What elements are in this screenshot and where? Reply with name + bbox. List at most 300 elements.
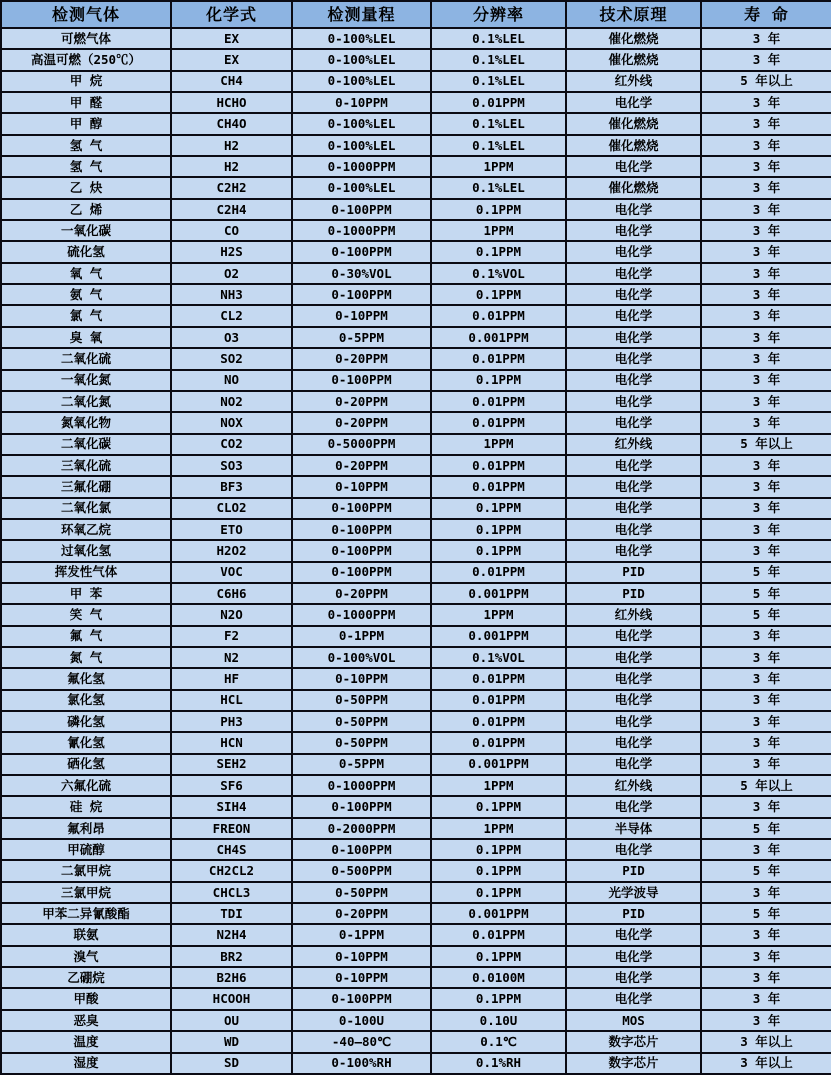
header-resolution: 分辨率 — [431, 1, 566, 28]
cell-gas: 氟化氢 — [1, 668, 171, 689]
cell-life: 3 年 — [701, 391, 831, 412]
cell-life: 3 年 — [701, 28, 831, 49]
cell-gas: 氟利昂 — [1, 818, 171, 839]
cell-gas: 氯 气 — [1, 305, 171, 326]
cell-formula: HCOOH — [171, 988, 292, 1009]
cell-life: 3 年 — [701, 412, 831, 433]
cell-life: 5 年以上 — [701, 71, 831, 92]
cell-resolution: 0.1%LEL — [431, 49, 566, 70]
cell-formula: CO — [171, 220, 292, 241]
cell-principle: 电化学 — [566, 690, 701, 711]
table-row — [1, 1010, 831, 1031]
cell-range: 0-100%VOL — [292, 647, 431, 668]
cell-life: 3 年 — [701, 839, 831, 860]
cell-range: 0-100%LEL — [292, 113, 431, 134]
cell-life: 3 年 — [701, 327, 831, 348]
cell-life: 3 年 — [701, 455, 831, 476]
cell-formula: HCL — [171, 690, 292, 711]
cell-range: 0-100PPM — [292, 498, 431, 519]
cell-formula: SD — [171, 1053, 292, 1075]
table-row — [1, 562, 831, 583]
cell-formula: CL2 — [171, 305, 292, 326]
table-row — [1, 668, 831, 689]
cell-gas: 二氧化硫 — [1, 348, 171, 369]
cell-resolution: 0.01PPM — [431, 668, 566, 689]
table-row — [1, 818, 831, 839]
cell-resolution: 1PPM — [431, 156, 566, 177]
cell-life: 3 年 — [701, 754, 831, 775]
table-row — [1, 49, 831, 70]
cell-principle: 电化学 — [566, 284, 701, 305]
cell-principle: PID — [566, 562, 701, 583]
cell-range: 0-50PPM — [292, 690, 431, 711]
table-row — [1, 199, 831, 220]
cell-life: 5 年 — [701, 860, 831, 881]
cell-range: 0-50PPM — [292, 882, 431, 903]
cell-principle: 电化学 — [566, 796, 701, 817]
cell-formula: OU — [171, 1010, 292, 1031]
cell-life: 3 年 — [701, 263, 831, 284]
cell-life: 3 年 — [701, 732, 831, 753]
cell-resolution: 0.1PPM — [431, 199, 566, 220]
table-row — [1, 732, 831, 753]
cell-range: 0-20PPM — [292, 348, 431, 369]
cell-life: 3 年 — [701, 49, 831, 70]
cell-range: 0-100PPM — [292, 199, 431, 220]
cell-formula: SIH4 — [171, 796, 292, 817]
cell-formula: NH3 — [171, 284, 292, 305]
cell-principle: 催化燃烧 — [566, 177, 701, 198]
cell-gas: 二氧化碳 — [1, 434, 171, 455]
cell-resolution: 0.1%LEL — [431, 71, 566, 92]
cell-resolution: 0.1PPM — [431, 540, 566, 561]
cell-range: 0-100PPM — [292, 839, 431, 860]
cell-resolution: 0.1%LEL — [431, 28, 566, 49]
cell-life: 3 年 — [701, 177, 831, 198]
cell-life: 3 年 — [701, 946, 831, 967]
table-row — [1, 434, 831, 455]
cell-life: 3 年 — [701, 668, 831, 689]
cell-life: 3 年 — [701, 241, 831, 262]
cell-life: 3 年 — [701, 647, 831, 668]
cell-principle: 电化学 — [566, 476, 701, 497]
cell-resolution: 0.1%LEL — [431, 177, 566, 198]
cell-resolution: 0.1PPM — [431, 882, 566, 903]
cell-principle: 光学波导 — [566, 882, 701, 903]
cell-resolution: 1PPM — [431, 604, 566, 625]
cell-range: 0-5PPM — [292, 327, 431, 348]
cell-formula: CH4S — [171, 839, 292, 860]
cell-resolution: 1PPM — [431, 220, 566, 241]
cell-principle: 红外线 — [566, 71, 701, 92]
cell-principle: 催化燃烧 — [566, 28, 701, 49]
cell-life: 3 年 — [701, 92, 831, 113]
cell-range: 0-50PPM — [292, 732, 431, 753]
cell-resolution: 0.1PPM — [431, 241, 566, 262]
cell-life: 5 年 — [701, 818, 831, 839]
cell-principle: 催化燃烧 — [566, 49, 701, 70]
header-lifespan: 寿 命 — [701, 1, 831, 28]
cell-principle: 电化学 — [566, 924, 701, 945]
header-range: 检测量程 — [292, 1, 431, 28]
cell-principle: 电化学 — [566, 540, 701, 561]
cell-principle: 电化学 — [566, 498, 701, 519]
cell-resolution: 1PPM — [431, 775, 566, 796]
table-row — [1, 754, 831, 775]
cell-life: 3 年 — [701, 305, 831, 326]
cell-gas: 高温可燃（250℃） — [1, 49, 171, 70]
cell-principle: 电化学 — [566, 370, 701, 391]
cell-gas: 硒化氢 — [1, 754, 171, 775]
cell-gas: 氰化氢 — [1, 732, 171, 753]
cell-range: 0-100%RH — [292, 1053, 431, 1075]
cell-resolution: 0.1%VOL — [431, 647, 566, 668]
cell-resolution: 0.01PPM — [431, 732, 566, 753]
table-row — [1, 1053, 831, 1075]
cell-resolution: 0.01PPM — [431, 305, 566, 326]
cell-principle: 电化学 — [566, 305, 701, 326]
cell-formula: SO3 — [171, 455, 292, 476]
cell-formula: O3 — [171, 327, 292, 348]
cell-life: 3 年 — [701, 199, 831, 220]
table-row — [1, 647, 831, 668]
cell-gas: 氮 气 — [1, 647, 171, 668]
cell-range: -40—80℃ — [292, 1031, 431, 1052]
table-row — [1, 177, 831, 198]
cell-formula: NOX — [171, 412, 292, 433]
cell-gas: 氮氧化物 — [1, 412, 171, 433]
cell-formula: EX — [171, 28, 292, 49]
cell-gas: 氯化氢 — [1, 690, 171, 711]
table-row — [1, 1031, 831, 1052]
table-row — [1, 391, 831, 412]
cell-range: 0-100PPM — [292, 540, 431, 561]
cell-formula: C2H4 — [171, 199, 292, 220]
header-formula: 化学式 — [171, 1, 292, 28]
table-row — [1, 860, 831, 881]
cell-gas: 乙 炔 — [1, 177, 171, 198]
cell-formula: VOC — [171, 562, 292, 583]
cell-formula: C6H6 — [171, 583, 292, 604]
cell-principle: 电化学 — [566, 241, 701, 262]
table-row — [1, 305, 831, 326]
cell-range: 0-100%LEL — [292, 49, 431, 70]
cell-formula: H2 — [171, 135, 292, 156]
table-row — [1, 796, 831, 817]
cell-principle: 电化学 — [566, 391, 701, 412]
cell-range: 0-20PPM — [292, 412, 431, 433]
cell-resolution: 0.01PPM — [431, 455, 566, 476]
cell-resolution: 0.001PPM — [431, 327, 566, 348]
cell-formula: B2H6 — [171, 967, 292, 988]
cell-range: 0-1000PPM — [292, 220, 431, 241]
cell-principle: 电化学 — [566, 348, 701, 369]
cell-principle: 电化学 — [566, 668, 701, 689]
cell-gas: 环氧乙烷 — [1, 519, 171, 540]
table-row — [1, 135, 831, 156]
cell-gas: 联氨 — [1, 924, 171, 945]
cell-principle: 电化学 — [566, 199, 701, 220]
cell-resolution: 0.1PPM — [431, 284, 566, 305]
cell-resolution: 0.1PPM — [431, 946, 566, 967]
table-row — [1, 839, 831, 860]
cell-life: 3 年 — [701, 519, 831, 540]
cell-range: 0-30%VOL — [292, 263, 431, 284]
table-row — [1, 263, 831, 284]
table-row — [1, 604, 831, 625]
cell-resolution: 0.01PPM — [431, 348, 566, 369]
cell-range: 0-10PPM — [292, 946, 431, 967]
cell-resolution: 0.0100M — [431, 967, 566, 988]
cell-formula: ETO — [171, 519, 292, 540]
cell-resolution: 0.01PPM — [431, 412, 566, 433]
cell-resolution: 0.01PPM — [431, 690, 566, 711]
cell-formula: SF6 — [171, 775, 292, 796]
cell-life: 3 年 — [701, 220, 831, 241]
cell-principle: 电化学 — [566, 156, 701, 177]
cell-range: 0-10PPM — [292, 668, 431, 689]
cell-life: 3 年 — [701, 796, 831, 817]
cell-range: 0-100%LEL — [292, 71, 431, 92]
cell-formula: CH2CL2 — [171, 860, 292, 881]
cell-resolution: 0.1%VOL — [431, 263, 566, 284]
cell-formula: HCHO — [171, 92, 292, 113]
cell-resolution: 0.1%LEL — [431, 135, 566, 156]
cell-formula: HCN — [171, 732, 292, 753]
cell-life: 5 年以上 — [701, 775, 831, 796]
cell-range: 0-100%LEL — [292, 135, 431, 156]
cell-gas: 甲 苯 — [1, 583, 171, 604]
cell-gas: 乙硼烷 — [1, 967, 171, 988]
cell-resolution: 0.1PPM — [431, 519, 566, 540]
cell-gas: 甲硫醇 — [1, 839, 171, 860]
cell-gas: 二氧化氯 — [1, 498, 171, 519]
cell-gas: 湿度 — [1, 1053, 171, 1075]
cell-gas: 可燃气体 — [1, 28, 171, 49]
table-row — [1, 924, 831, 945]
cell-gas: 温度 — [1, 1031, 171, 1052]
cell-principle: 电化学 — [566, 263, 701, 284]
cell-range: 0-20PPM — [292, 903, 431, 924]
cell-gas: 三氯甲烷 — [1, 882, 171, 903]
cell-formula: CH4 — [171, 71, 292, 92]
cell-gas: 一氧化碳 — [1, 220, 171, 241]
cell-life: 3 年 — [701, 882, 831, 903]
cell-resolution: 0.001PPM — [431, 583, 566, 604]
cell-life: 3 年 — [701, 1010, 831, 1031]
cell-life: 3 年 — [701, 370, 831, 391]
cell-formula: BF3 — [171, 476, 292, 497]
table-row — [1, 28, 831, 49]
cell-formula: CO2 — [171, 434, 292, 455]
cell-principle: 电化学 — [566, 711, 701, 732]
header-gas: 检测气体 — [1, 1, 171, 28]
cell-resolution: 0.1PPM — [431, 370, 566, 391]
cell-range: 0-500PPM — [292, 860, 431, 881]
cell-gas: 一氧化氮 — [1, 370, 171, 391]
table-row — [1, 92, 831, 113]
cell-gas: 磷化氢 — [1, 711, 171, 732]
cell-gas: 甲酸 — [1, 988, 171, 1009]
cell-life: 3 年 — [701, 690, 831, 711]
table-row — [1, 327, 831, 348]
table-row — [1, 498, 831, 519]
cell-life: 3 年 — [701, 924, 831, 945]
cell-range: 0-10PPM — [292, 305, 431, 326]
cell-life: 3 年 — [701, 156, 831, 177]
cell-formula: BR2 — [171, 946, 292, 967]
cell-range: 0-50PPM — [292, 711, 431, 732]
cell-life: 3 年 — [701, 135, 831, 156]
cell-gas: 氢 气 — [1, 156, 171, 177]
cell-gas: 溴气 — [1, 946, 171, 967]
cell-principle: 电化学 — [566, 754, 701, 775]
cell-formula: H2 — [171, 156, 292, 177]
cell-range: 0-1000PPM — [292, 775, 431, 796]
table-row — [1, 988, 831, 1009]
cell-range: 0-100PPM — [292, 562, 431, 583]
cell-resolution: 0.001PPM — [431, 754, 566, 775]
cell-formula: CHCL3 — [171, 882, 292, 903]
cell-principle: 电化学 — [566, 626, 701, 647]
table-row — [1, 241, 831, 262]
cell-range: 0-5000PPM — [292, 434, 431, 455]
cell-resolution: 0.1PPM — [431, 796, 566, 817]
cell-life: 3 年以上 — [701, 1031, 831, 1052]
cell-formula: SEH2 — [171, 754, 292, 775]
cell-principle: 电化学 — [566, 647, 701, 668]
cell-principle: 电化学 — [566, 327, 701, 348]
cell-resolution: 0.001PPM — [431, 626, 566, 647]
cell-formula: H2S — [171, 241, 292, 262]
cell-range: 0-100%LEL — [292, 177, 431, 198]
table-row — [1, 946, 831, 967]
cell-formula: C2H2 — [171, 177, 292, 198]
cell-life: 3 年 — [701, 711, 831, 732]
cell-principle: 数字芯片 — [566, 1031, 701, 1052]
cell-range: 0-10PPM — [292, 92, 431, 113]
cell-life: 3 年 — [701, 626, 831, 647]
cell-gas: 硫化氢 — [1, 241, 171, 262]
table-row — [1, 113, 831, 134]
cell-life: 5 年 — [701, 562, 831, 583]
table-row — [1, 156, 831, 177]
table-row — [1, 903, 831, 924]
cell-resolution: 0.1PPM — [431, 988, 566, 1009]
cell-life: 3 年以上 — [701, 1053, 831, 1075]
cell-range: 0-100U — [292, 1010, 431, 1031]
table-row — [1, 519, 831, 540]
cell-gas: 恶臭 — [1, 1010, 171, 1031]
cell-principle: 半导体 — [566, 818, 701, 839]
cell-gas: 笑 气 — [1, 604, 171, 625]
cell-principle: MOS — [566, 1010, 701, 1031]
cell-gas: 氨 气 — [1, 284, 171, 305]
cell-gas: 甲苯二异氰酸酯 — [1, 903, 171, 924]
cell-principle: 电化学 — [566, 839, 701, 860]
cell-formula: CLO2 — [171, 498, 292, 519]
header-principle: 技术原理 — [566, 1, 701, 28]
cell-formula: N2O — [171, 604, 292, 625]
cell-principle: 电化学 — [566, 455, 701, 476]
cell-range: 0-100PPM — [292, 796, 431, 817]
table-row — [1, 455, 831, 476]
cell-gas: 乙 烯 — [1, 199, 171, 220]
cell-gas: 硅 烷 — [1, 796, 171, 817]
cell-resolution: 1PPM — [431, 818, 566, 839]
cell-resolution: 0.01PPM — [431, 391, 566, 412]
cell-formula: F2 — [171, 626, 292, 647]
cell-life: 3 年 — [701, 540, 831, 561]
cell-principle: 电化学 — [566, 967, 701, 988]
cell-resolution: 0.1PPM — [431, 860, 566, 881]
cell-life: 5 年 — [701, 903, 831, 924]
cell-gas: 挥发性气体 — [1, 562, 171, 583]
cell-formula: N2H4 — [171, 924, 292, 945]
cell-range: 0-10PPM — [292, 476, 431, 497]
table-row — [1, 583, 831, 604]
cell-principle: 红外线 — [566, 434, 701, 455]
cell-range: 0-1PPM — [292, 626, 431, 647]
cell-gas: 二氯甲烷 — [1, 860, 171, 881]
cell-range: 0-1000PPM — [292, 604, 431, 625]
cell-formula: NO — [171, 370, 292, 391]
cell-resolution: 0.1PPM — [431, 498, 566, 519]
cell-gas: 氢 气 — [1, 135, 171, 156]
cell-formula: WD — [171, 1031, 292, 1052]
cell-gas: 三氧化硫 — [1, 455, 171, 476]
cell-life: 3 年 — [701, 284, 831, 305]
cell-gas: 甲 醇 — [1, 113, 171, 134]
cell-resolution: 0.01PPM — [431, 711, 566, 732]
cell-range: 0-20PPM — [292, 455, 431, 476]
cell-formula: HF — [171, 668, 292, 689]
cell-life: 3 年 — [701, 113, 831, 134]
cell-gas: 六氟化硫 — [1, 775, 171, 796]
cell-resolution: 0.1%LEL — [431, 113, 566, 134]
cell-life: 3 年 — [701, 476, 831, 497]
cell-principle: PID — [566, 583, 701, 604]
cell-resolution: 0.01PPM — [431, 476, 566, 497]
cell-life: 5 年以上 — [701, 434, 831, 455]
table-row — [1, 711, 831, 732]
cell-principle: 催化燃烧 — [566, 135, 701, 156]
table-row — [1, 626, 831, 647]
cell-range: 0-100PPM — [292, 241, 431, 262]
cell-principle: 红外线 — [566, 604, 701, 625]
cell-formula: H2O2 — [171, 540, 292, 561]
table-row — [1, 775, 831, 796]
cell-formula: CH4O — [171, 113, 292, 134]
cell-principle: 电化学 — [566, 732, 701, 753]
table-row — [1, 476, 831, 497]
cell-principle: 电化学 — [566, 519, 701, 540]
cell-life: 3 年 — [701, 498, 831, 519]
cell-principle: 红外线 — [566, 775, 701, 796]
table-row — [1, 540, 831, 561]
cell-resolution: 0.01PPM — [431, 92, 566, 113]
cell-formula: SO2 — [171, 348, 292, 369]
cell-gas: 过氧化氢 — [1, 540, 171, 561]
table-row — [1, 348, 831, 369]
cell-resolution: 1PPM — [431, 434, 566, 455]
cell-resolution: 0.1PPM — [431, 839, 566, 860]
table-row — [1, 882, 831, 903]
table-row — [1, 967, 831, 988]
cell-life: 5 年 — [701, 604, 831, 625]
cell-gas: 二氧化氮 — [1, 391, 171, 412]
cell-gas: 三氟化硼 — [1, 476, 171, 497]
